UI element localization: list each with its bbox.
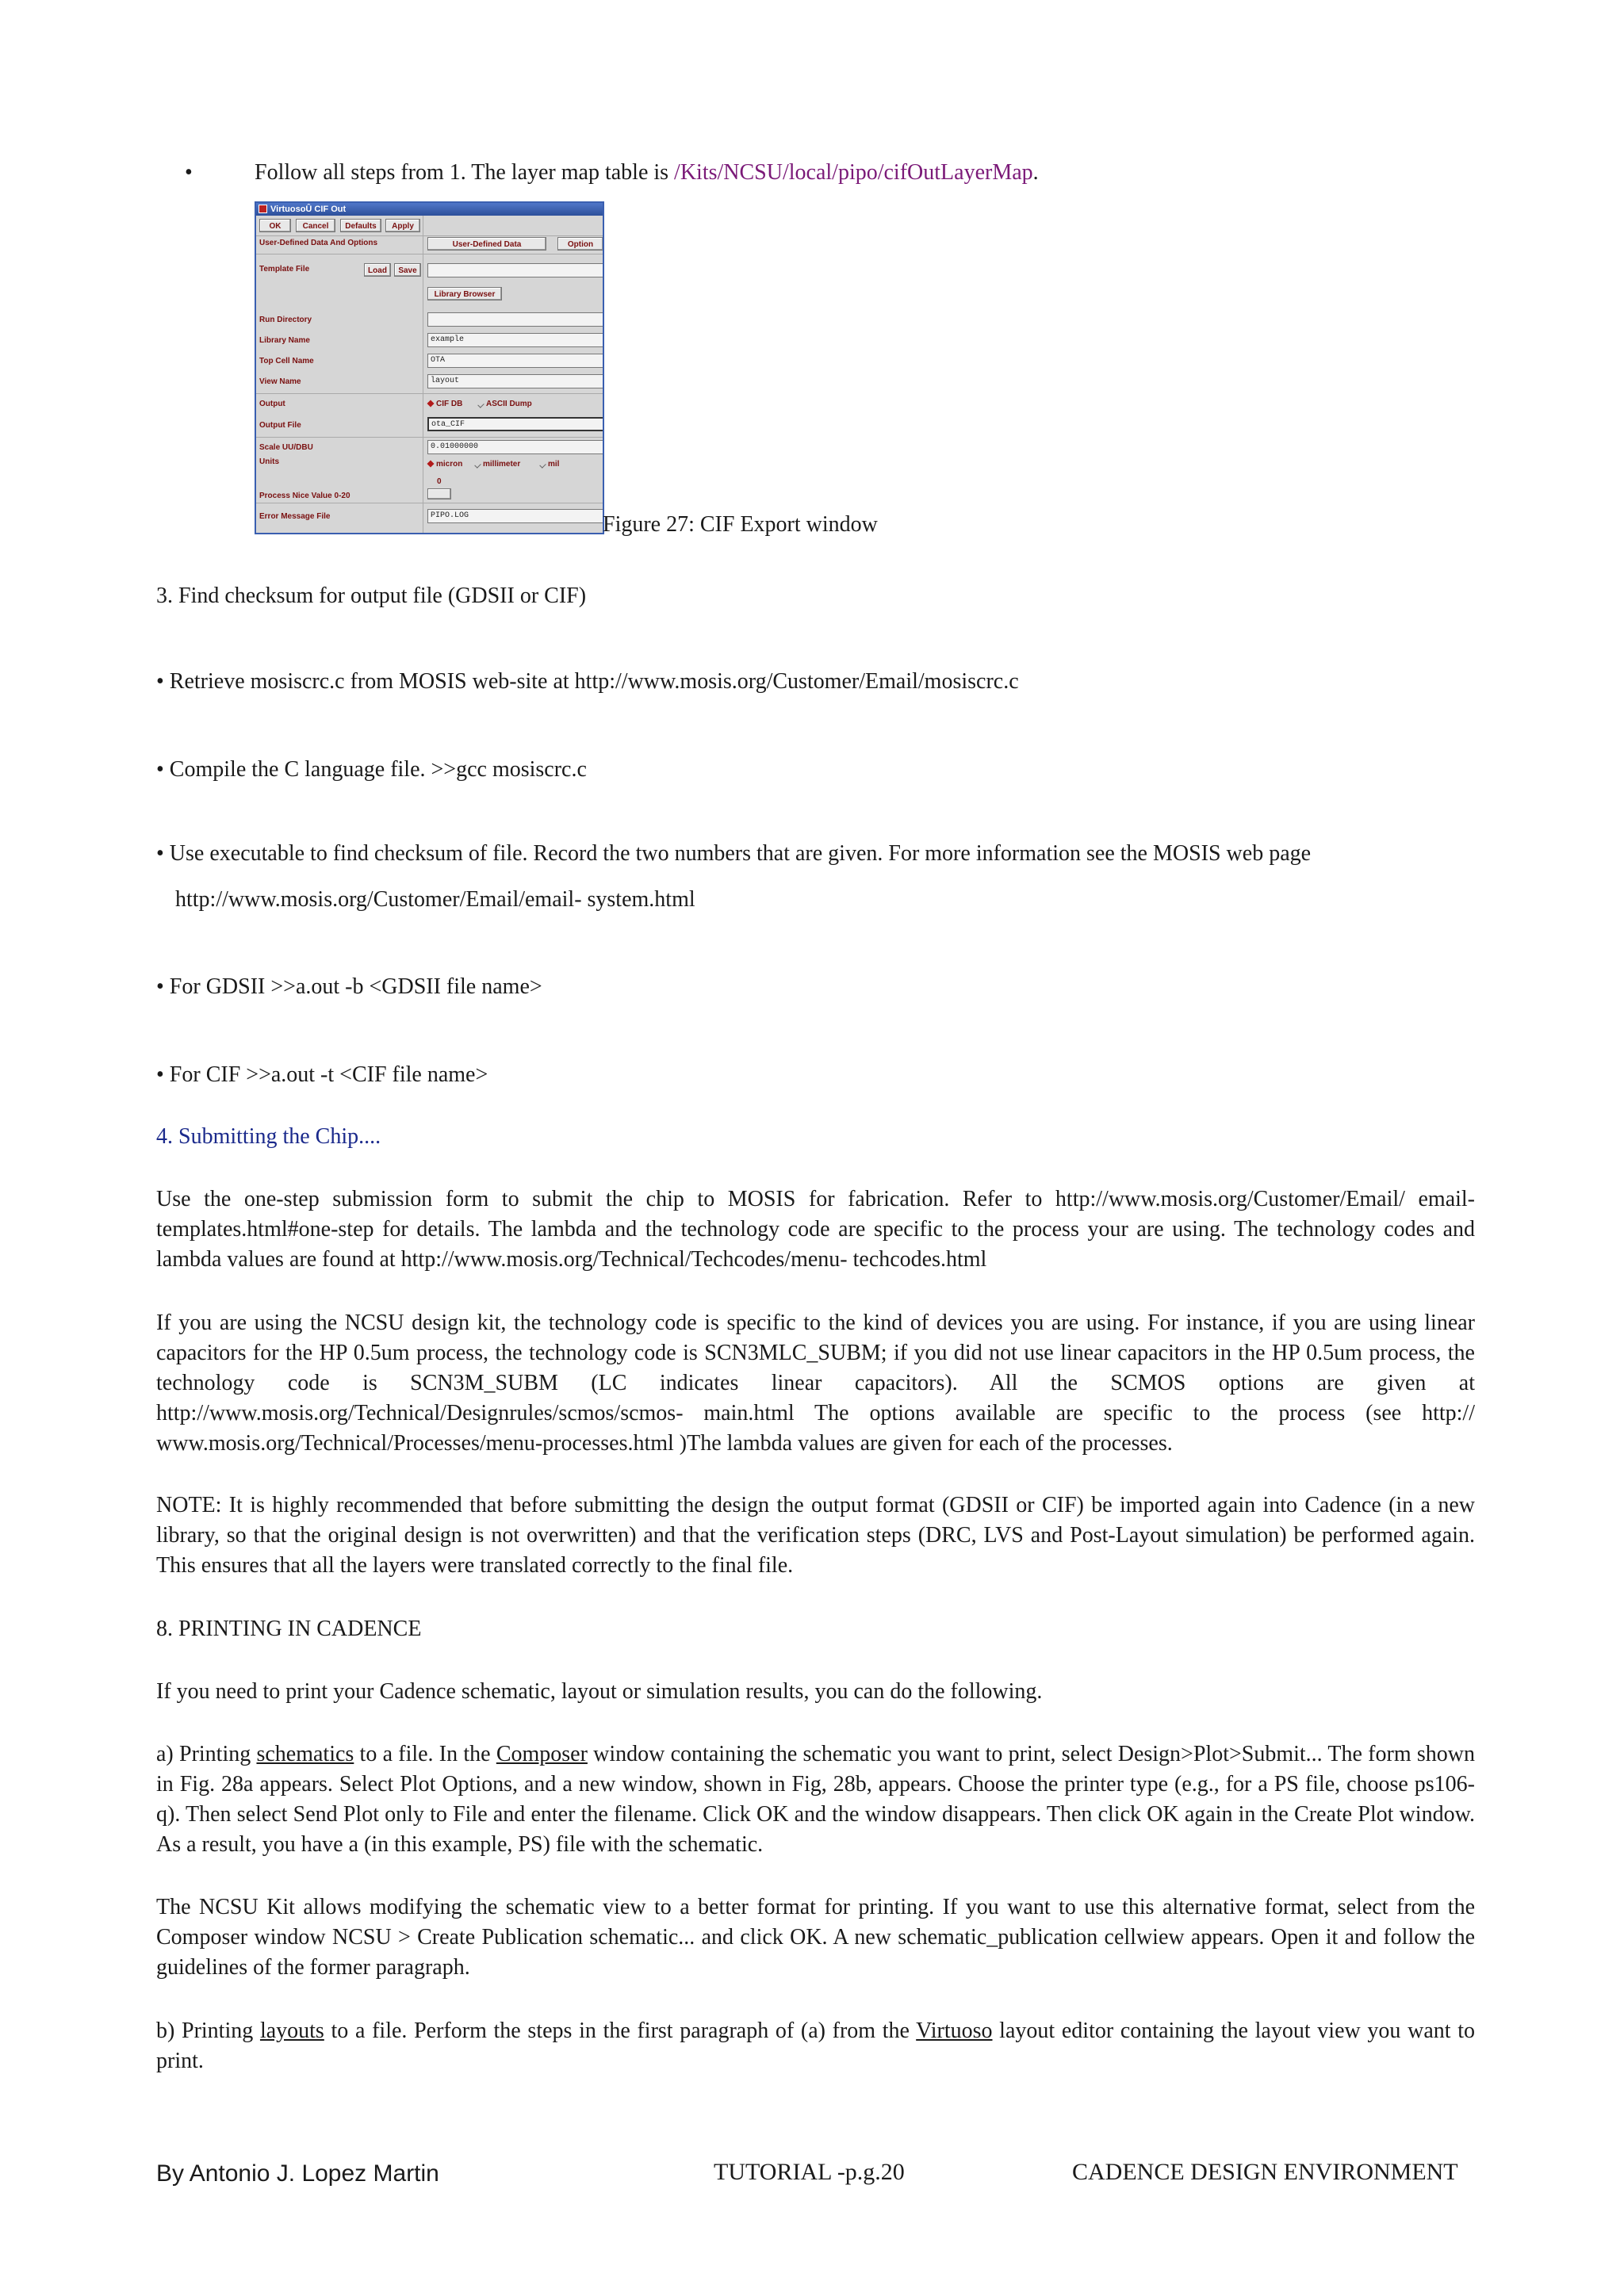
intro-text: Follow all steps from 1. The layer map table is [255,160,675,185]
section8-heading: 8. PRINTING IN CADENCE [156,1617,422,1641]
section4-heading: 4. Submitting the Chip.... [156,1124,381,1149]
top-cell-label: Top Cell Name [259,357,314,365]
radio-unselected-icon [474,461,481,468]
footer-author: By Antonio J. Lopez Martin [156,2160,439,2187]
scale-input[interactable]: 0.01000000 [427,440,604,454]
dialog-title: VirtuosoÛ CIF Out [270,205,347,214]
separator [256,235,603,236]
options-button[interactable]: Option [557,237,603,251]
text: to a file. Perform the steps in the first paragraph of (a) from the [324,2019,917,2043]
run-directory-input[interactable] [427,312,604,327]
units-label: Units [259,457,279,466]
nice-value-slider[interactable] [427,488,451,499]
list-item: • Compile the C language file. >>gcc mosiscrc.c [156,757,587,782]
dialog-title-bar [256,203,603,216]
text: window containing the schematic you want to print, select Design>Plot>Submit... The form shown in Fig. 28a appears. Select Plot Options, and a new window, shown in Fig, 28b, appears. Choose the printer type (e.g., for a PS file, choose ps106-q). Then select Send Plot only to File and enter the filename. Click OK and the window disappears. Then click OK again in the Create Plot window. As a result, you have a (in this example, PS) file with the schematic. [156,1742,1475,1857]
layouts-link[interactable]: layouts [259,2019,324,2043]
radio-label: mil [548,460,560,469]
output-file-input[interactable]: ota_CIF [427,417,604,431]
radio-label: millimeter [483,460,521,469]
radio-selected-icon [427,400,434,407]
ok-button[interactable]: OK [259,219,291,232]
text: layout editor containing the layout view you want to print. [156,2019,1476,2073]
text: to a file. In the [354,1742,496,1766]
intro-text-end: . [1032,160,1039,185]
error-file-input[interactable]: PIPO.LOG [427,509,604,523]
cif-out-dialog [255,201,604,534]
list-item: • For CIF >>a.out -t <CIF file name> [156,1062,488,1087]
section3-heading: 3. Find checksum for output file (GDSII or CIF) [156,584,587,608]
bullet-dot: • [185,160,193,185]
library-name-input[interactable]: example [427,333,604,347]
nice-value-readout: 0 [437,477,442,486]
paragraph: If you need to print your Cadence schematic, layout or simulation results, you can do the following. [156,1679,1043,1704]
footer-title: CADENCE DESIGN ENVIRONMENT [1072,2159,1458,2185]
view-name-label: View Name [259,377,301,386]
intro-bullet-text [255,158,1039,188]
units-millimeter-radio[interactable] [475,460,520,469]
output-cif-db-radio[interactable] [427,400,462,408]
radio-label: CIF DB [436,400,463,408]
schematics-link[interactable]: schematics [256,1742,354,1766]
paragraph [156,2016,1475,2076]
view-name-input[interactable]: layout [427,374,604,388]
output-label: Output [259,400,285,408]
top-cell-input[interactable]: OTA [427,354,604,368]
error-file-label: Error Message File [259,512,331,521]
template-file-label: Template File [259,265,310,274]
list-item: • For GDSII >>a.out -b <GDSII file name> [156,974,542,999]
list-item-continued: http://www.mosis.org/Customer/Email/email- system.html [175,887,695,912]
text: a) Printing [156,1742,257,1766]
radio-label: ASCII Dump [486,400,532,408]
cancel-button[interactable]: Cancel [296,219,335,232]
window-icon [259,205,267,213]
text: b) Printing [156,2019,260,2043]
units-micron-radio[interactable] [427,460,462,469]
radio-label: micron [436,460,463,469]
virtuoso-link[interactable]: Virtuoso [916,2019,993,2043]
output-file-label: Output File [259,421,301,430]
list-item: • Retrieve mosiscrc.c from MOSIS web-site at http://www.mosis.org/Customer/Email/mosiscrc.c [156,669,1019,694]
footer-page-number: TUTORIAL -p.g.20 [714,2159,905,2185]
scale-label: Scale UU/DBU [259,443,313,452]
defaults-button[interactable]: Defaults [340,219,381,232]
run-directory-label: Run Directory [259,316,312,324]
library-browser-button[interactable]: Library Browser [427,287,502,300]
library-name-label: Library Name [259,336,310,345]
load-button[interactable]: Load [364,263,391,277]
units-mil-radio[interactable] [540,460,559,469]
composer-link[interactable]: Composer [496,1742,588,1766]
save-button[interactable]: Save [394,263,421,277]
template-file-input[interactable] [427,263,604,277]
figure-caption: Figure 27: CIF Export window [603,512,878,537]
user-defined-label: User-Defined Data And Options [259,239,378,247]
radio-unselected-icon [477,401,484,408]
list-item: • Use executable to find checksum of file. Record the two numbers that are given. For more information see the MOSIS web page [156,841,1312,866]
paragraph: Use the one-step submission form to submit the chip to MOSIS for fabrication. Refer to http://www.mosis.org/Customer/Email/ email-templates.html#one-step for details. The lambda and the technology code are specific to the process your are using. The technology codes and lambda values are found at http://www.mosis.org/Technical/Techcodes/menu- techcodes.html [156,1187,1475,1272]
process-nice-label: Process Nice Value 0-20 [259,492,350,500]
radio-unselected-icon [539,461,546,468]
paragraph: The NCSU Kit allows modifying the schematic view to a better format for printing. If you want to use this alternative format, select from the Composer window NCSU > Create Publication schematic... and click OK. A new schematic_publication cellwiew appears. Open it and follow the guidelines of the former paragraph. [156,1895,1475,1980]
layer-map-path: /Kits/NCSU/local/pipo/cifOutLayerMap [674,160,1033,185]
user-defined-data-button[interactable]: User-Defined Data [427,237,546,251]
apply-button[interactable]: Apply [385,219,420,232]
output-ascii-dump-radio[interactable] [478,400,532,408]
radio-selected-icon [427,460,434,467]
separator [256,437,603,438]
paragraph: If you are using the NCSU design kit, the technology code is specific to the kind of devices you are using. For instance, if you are using linear capacitors for the HP 0.5um process, the technology code is SCN3MLC_SUBM; if you did not use linear capacitors in the HP 0.5um process, the technology code is SCN3M_SUBM (LC indicates linear capacitors). All the SCMOS options are given at http://www.mosis.org/Technical/Designrules/scmos/scmos- main.html The options available are specific to the process (see http:// www.mosis.org/Technical/Processes/menu-processes.html )The lambda values are given for each of the processes. [156,1311,1475,1456]
paragraph [156,1739,1475,1860]
separator [256,393,603,394]
paragraph: NOTE: It is highly recommended that before submitting the design the output format (GDSII or CIF) be imported again into Cadence (in a new library, so that the original design is not overwritten) and that the verification steps (DRC, LVS and Post-Layout simulation) be performed again. This ensures that all the layers were translated correctly to the final file. [156,1493,1475,1578]
